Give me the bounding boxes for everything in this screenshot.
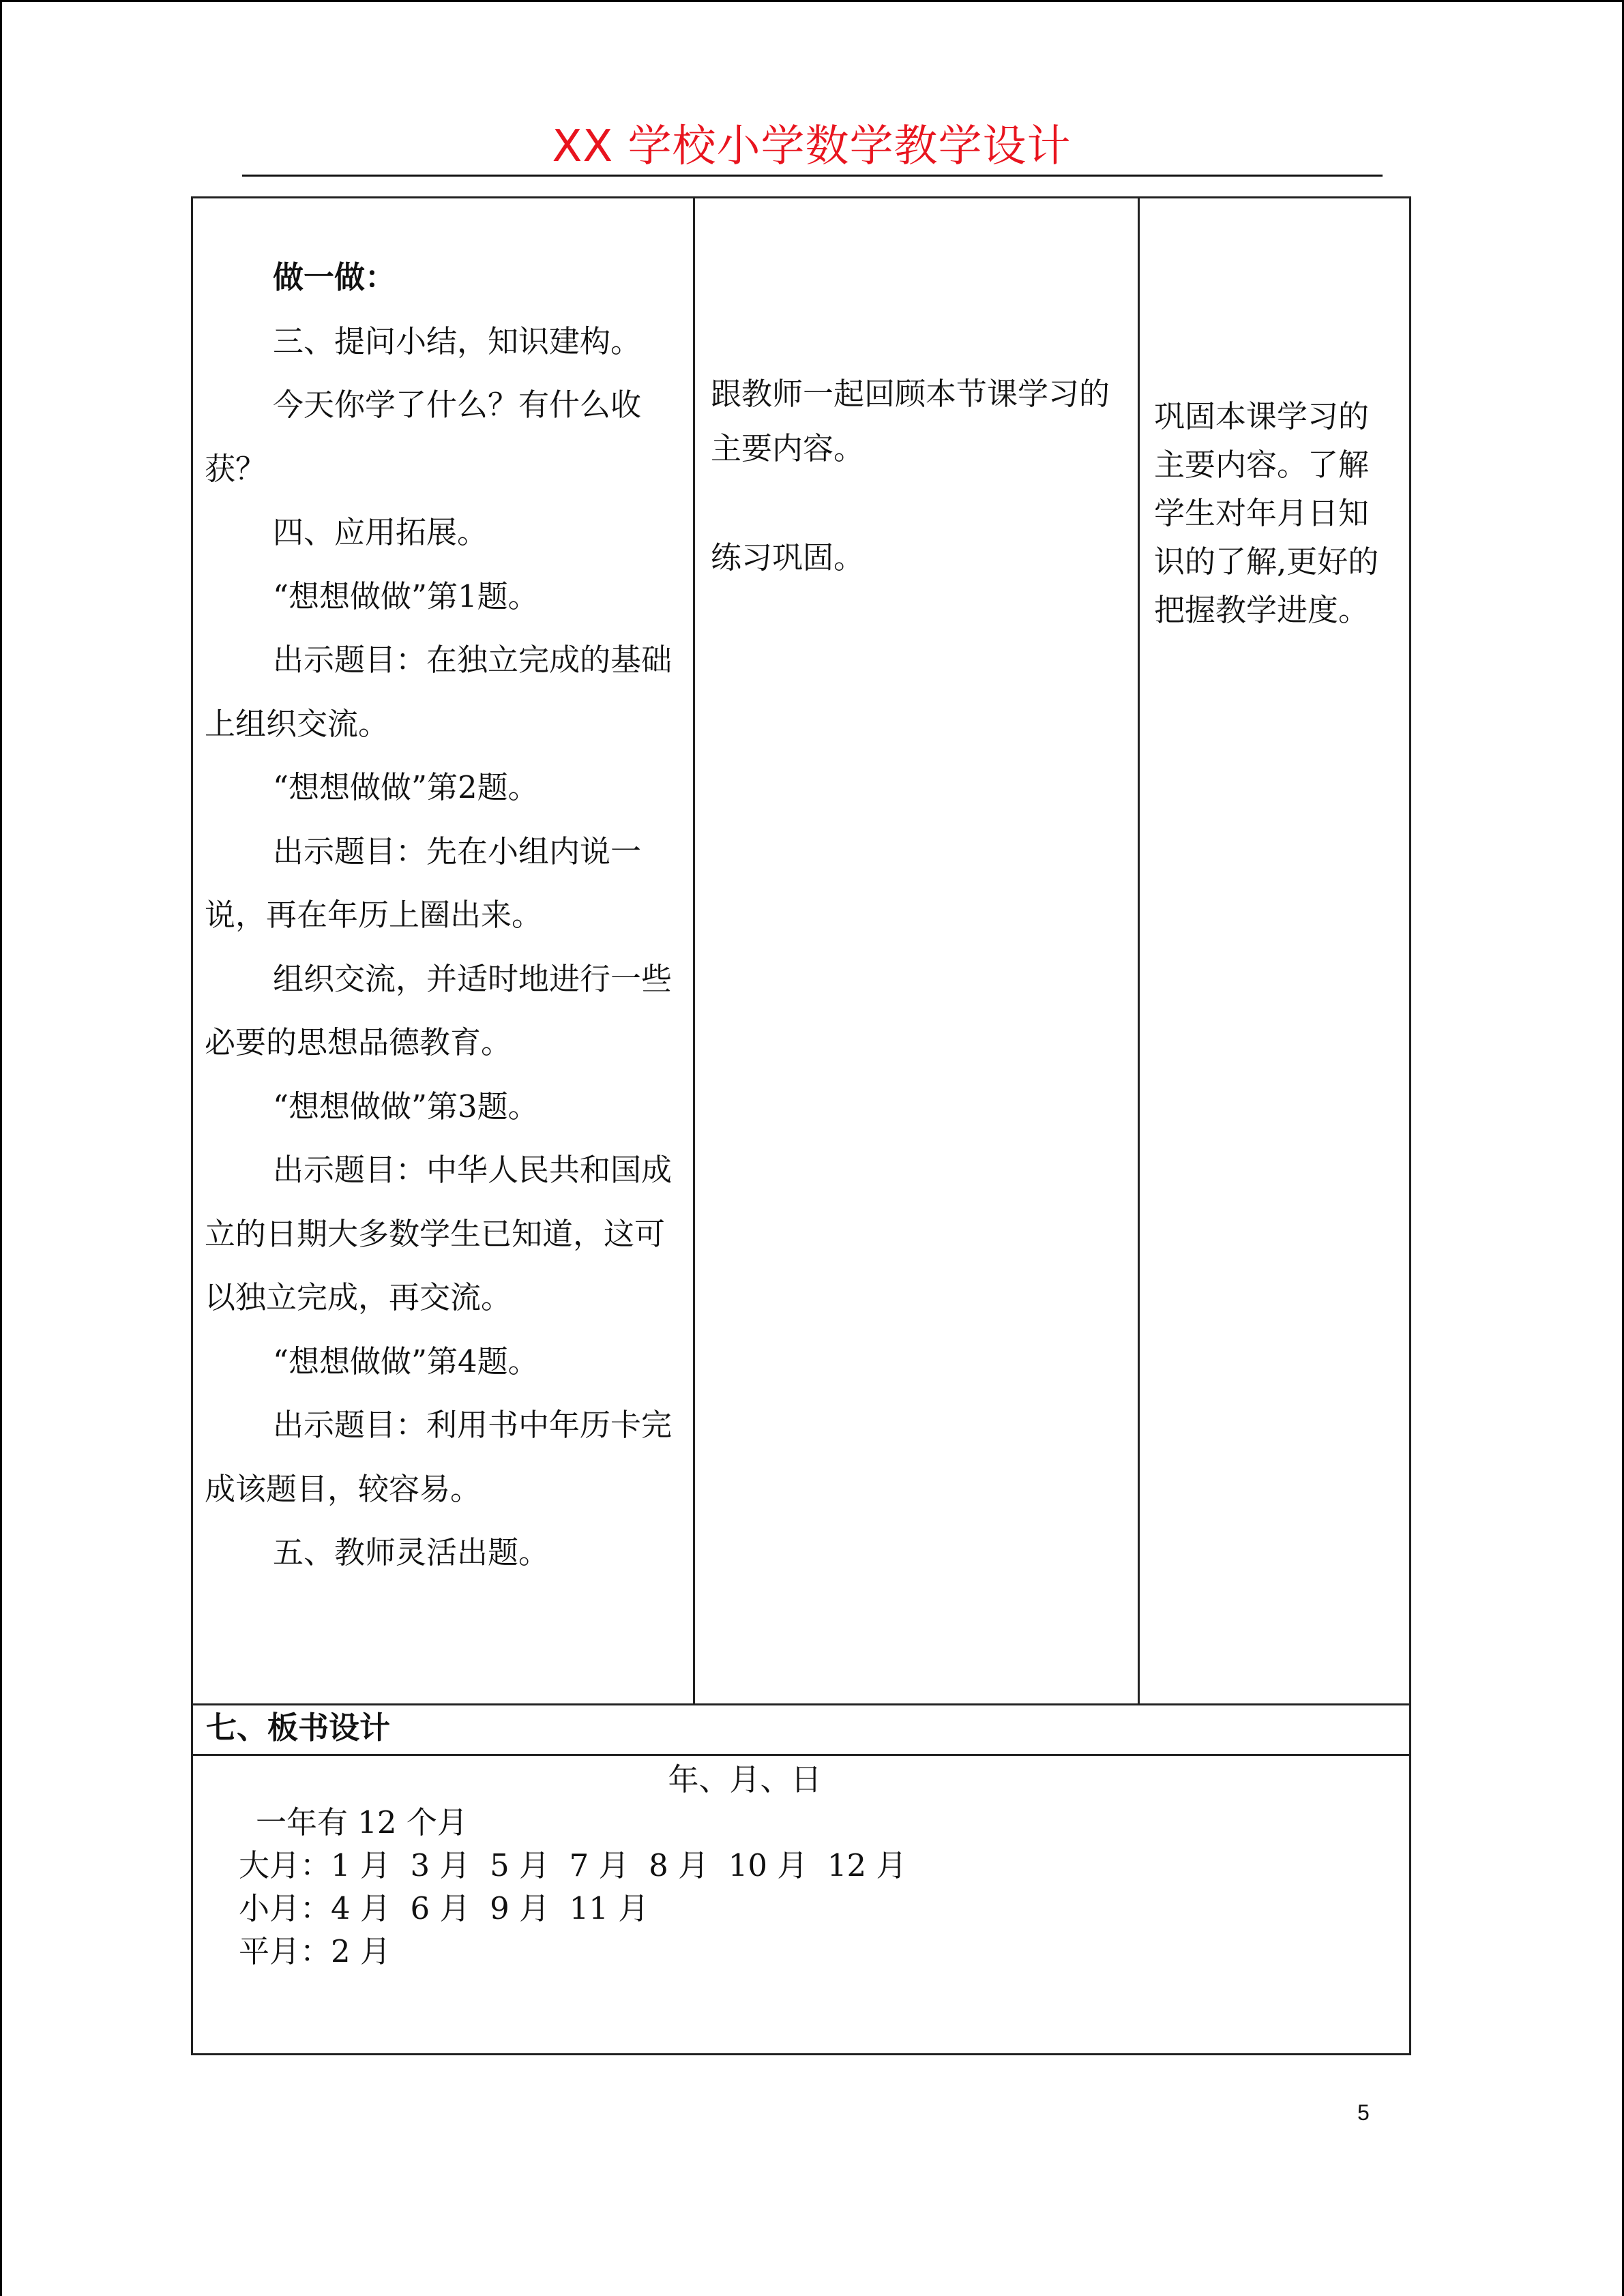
teacher-activity-paragraph: “想想做做”第3题。	[273, 1088, 539, 1124]
page-border	[0, 0, 1624, 2]
teacher-activity-paragraph: “想想做做”第4题。	[273, 1343, 539, 1380]
teacher-activity-paragraph: 今天你学了什么？有什么收获？	[205, 387, 642, 487]
page-title: XX 学校小学数学教学设计	[552, 121, 1072, 172]
header-rule	[242, 175, 1383, 177]
page-border	[0, 0, 2, 2296]
design-intent-cell: 巩固本课学习的主要内容。了解学生对年月日知识的了解,更好的把握教学进度。	[1154, 398, 1379, 628]
student-activity-cell	[711, 367, 1120, 585]
teacher-activity-paragraph: “想想做做”第2题。	[273, 769, 539, 805]
section-heading: 七、板书设计	[206, 1710, 391, 1746]
board-line: 平月：2 月	[239, 1933, 391, 1969]
teacher-activity-paragraph: 四、应用拓展。	[273, 514, 488, 550]
teacher-activity-paragraph: 三、提问小结，知识建构。	[273, 323, 642, 359]
teacher-activity-paragraph: 五、教师灵活出题。	[273, 1534, 550, 1570]
board-line: 小月：4 月 6 月 9 月 11 月	[239, 1890, 649, 1926]
teacher-activity-paragraph: 出示题目：中华人民共和国成立的日期大多数学生已知道，这可以独立完成，再交流。	[205, 1152, 673, 1315]
page-number: 5	[1357, 2100, 1370, 2125]
teacher-activity-paragraph: 出示题目：利用书中年历卡完成该题目，较容易。	[205, 1407, 673, 1507]
column-divider	[1138, 196, 1140, 1705]
teacher-activity-paragraph: “想想做做”第1题。	[273, 578, 539, 614]
column-divider	[693, 196, 695, 1705]
teacher-activity-paragraph: 组织交流，并适时地进行一些必要的思想品德教育。	[205, 960, 673, 1060]
board-design-content	[192, 1758, 1410, 1973]
teacher-activity-paragraph: 出示题目：在独立完成的基础上组织交流。	[205, 642, 673, 742]
student-activity-text: 练习巩固。	[711, 539, 865, 576]
teacher-activity-cell	[205, 245, 675, 1585]
student-activity-text: 跟教师一起回顾本节课学习的主要内容。	[711, 376, 1110, 466]
board-line: 一年有 12 个月	[256, 1804, 468, 1840]
row-divider	[191, 1703, 1411, 1705]
board-line: 大月：1 月 3 月 5 月 7 月 8 月 10 月 12 月	[239, 1847, 907, 1883]
row-divider	[191, 1754, 1411, 1756]
board-title: 年、月、日	[668, 1761, 822, 1798]
teacher-activity-paragraph: 出示题目：先在小组内说一说，再在年历上圈出来。	[205, 833, 642, 933]
teacher-activity-paragraph: 做一做：	[273, 259, 396, 295]
